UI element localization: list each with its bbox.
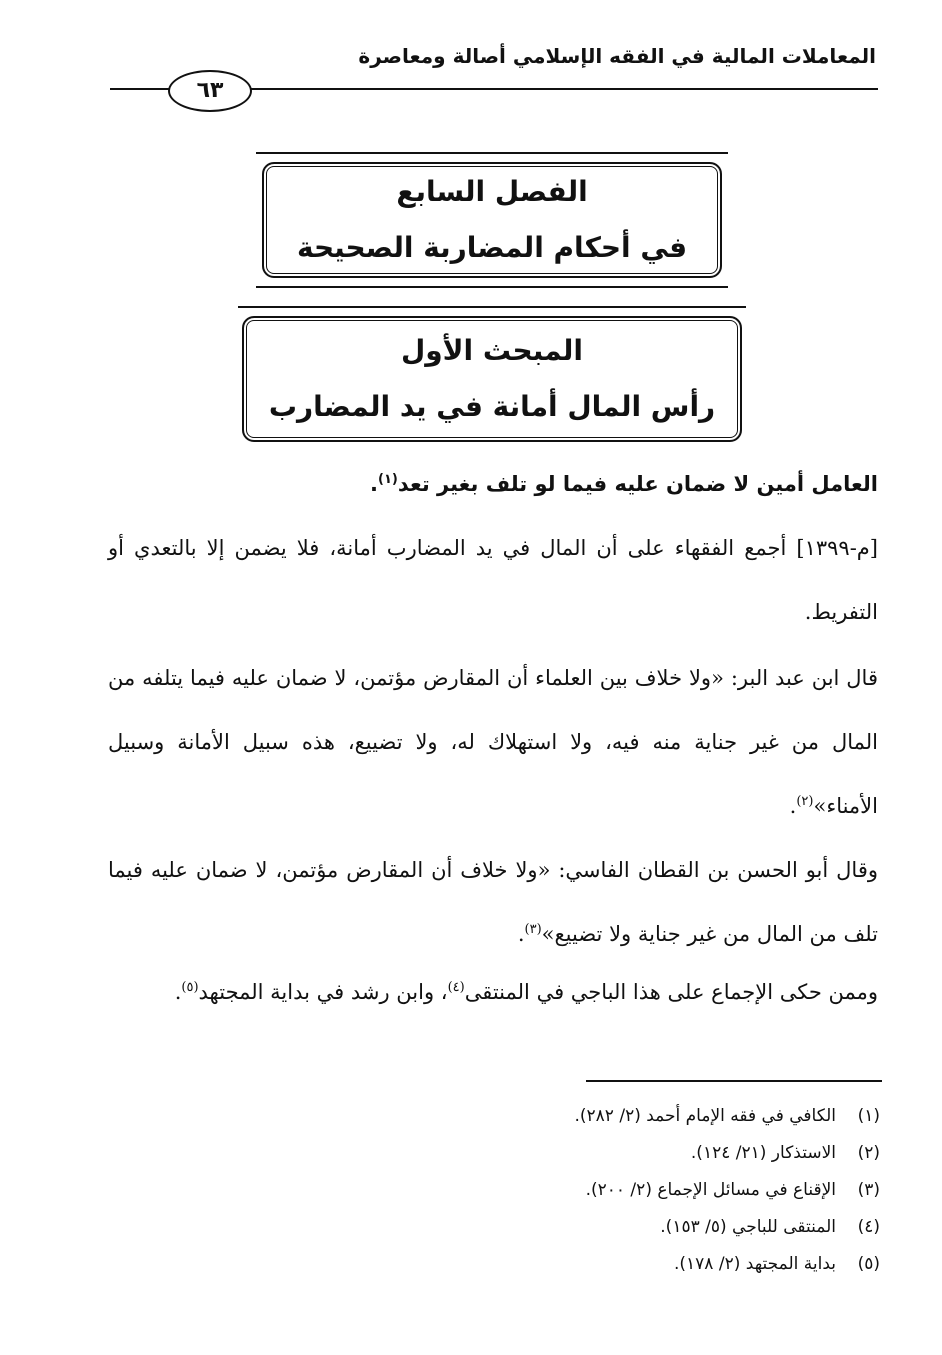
chapter-subject-title: في أحكام المضاربة الصحيحة	[296, 231, 688, 264]
footnote-number: (٥)	[857, 1254, 880, 1274]
chapter-frame	[262, 162, 722, 278]
section-frame	[242, 316, 742, 442]
footnote-text: الكافي في فقه الإمام أحمد (٢/ ٢٨٢).	[574, 1106, 836, 1126]
footnote-ref-4[interactable]: (٤)	[447, 980, 465, 995]
footnote-number: (٤)	[857, 1217, 880, 1237]
footnote-item	[180, 1135, 880, 1172]
paragraph-citations-text-a: وممن حكى الإجماع على هذا الباجي في المنتقى	[464, 980, 878, 1004]
footnote-number: (١)	[857, 1106, 880, 1126]
rule-statement	[108, 452, 878, 516]
chapter-number-title: الفصل السابع	[396, 175, 588, 208]
footnote-text: الاستذكار (٢١/ ١٢٤).	[690, 1143, 836, 1163]
paragraph-ibn-alqattan-end: .	[517, 922, 525, 946]
footnote-text: المنتقى للباجي (٥/ ١٥٣).	[660, 1217, 836, 1237]
footnote-item	[180, 1098, 880, 1135]
footnote-ref-2[interactable]: (٢)	[796, 794, 814, 809]
page-number: ٦٣	[168, 70, 252, 112]
footnote-ref-1[interactable]: (١)	[378, 472, 398, 487]
paragraph-ibn-alqattan	[108, 838, 878, 966]
footnote-item	[180, 1246, 880, 1283]
paragraph-citations-end: .	[174, 980, 182, 1004]
footnote-item	[180, 1172, 880, 1209]
section-subject-title: رأس المال أمانة في يد المضارب	[268, 390, 716, 423]
footnote-item	[180, 1209, 880, 1246]
paragraph-ibn-abd-albarr-text: قال ابن عبد البر: «ولا خلاف بين العلماء أن المقارض مؤتمن، لا ضمان عليه فيما يتلفه من المال من غير جناية منه فيه، ولا استهلاك له، ولا تضييع، هذه سبيل الأمانة وسبيل الأمناء»	[108, 666, 878, 818]
paragraph-citations	[108, 960, 878, 1024]
chapter-rule-bottom	[256, 286, 728, 288]
footnote-ref-3[interactable]: (٣)	[524, 922, 542, 937]
footnote-number: (٢)	[857, 1143, 880, 1163]
chapter-title-box	[256, 152, 728, 288]
rule-statement-text: العامل أمين لا ضمان عليه فيما لو تلف بغير تعد	[397, 472, 878, 496]
paragraph-ibn-abd-albarr-end: .	[789, 794, 797, 818]
footnote-number: (٣)	[857, 1180, 880, 1200]
rule-statement-end: .	[370, 472, 379, 496]
paragraph-consensus-text: [م-١٣٩٩] أجمع الفقهاء على أن المال في يد المضارب أمانة، فلا يضمن إلا بالتعدي أو التفريط.	[108, 536, 878, 624]
footnote-text: الإقناع في مسائل الإجماع (٢/ ٢٠٠).	[585, 1180, 836, 1200]
section-number-title: المبحث الأول	[400, 334, 584, 367]
footnotes-list	[180, 1098, 880, 1283]
footnote-text: بداية المجتهد (٢/ ١٧٨).	[674, 1254, 836, 1274]
chapter-rule-top	[256, 152, 728, 154]
section-title-box	[238, 306, 746, 444]
running-title: المعاملات المالية في الفقه الإسلامي أصالة ومعاصرة	[358, 44, 876, 68]
paragraph-citations-text-b: ، وابن رشد في بداية المجتهد	[198, 980, 448, 1004]
paragraph-consensus	[108, 516, 878, 644]
footnote-ref-5[interactable]: (٥)	[181, 980, 199, 995]
paragraph-ibn-abd-albarr	[108, 646, 878, 838]
section-rule-top	[238, 306, 746, 308]
footnote-separator	[586, 1080, 882, 1082]
paragraph-ibn-alqattan-text: وقال أبو الحسن بن القطان الفاسي: «ولا خلاف أن المقارض مؤتمن، لا ضمان عليه فيما تلف من المال من غير جناية ولا تضييع»	[108, 858, 878, 946]
